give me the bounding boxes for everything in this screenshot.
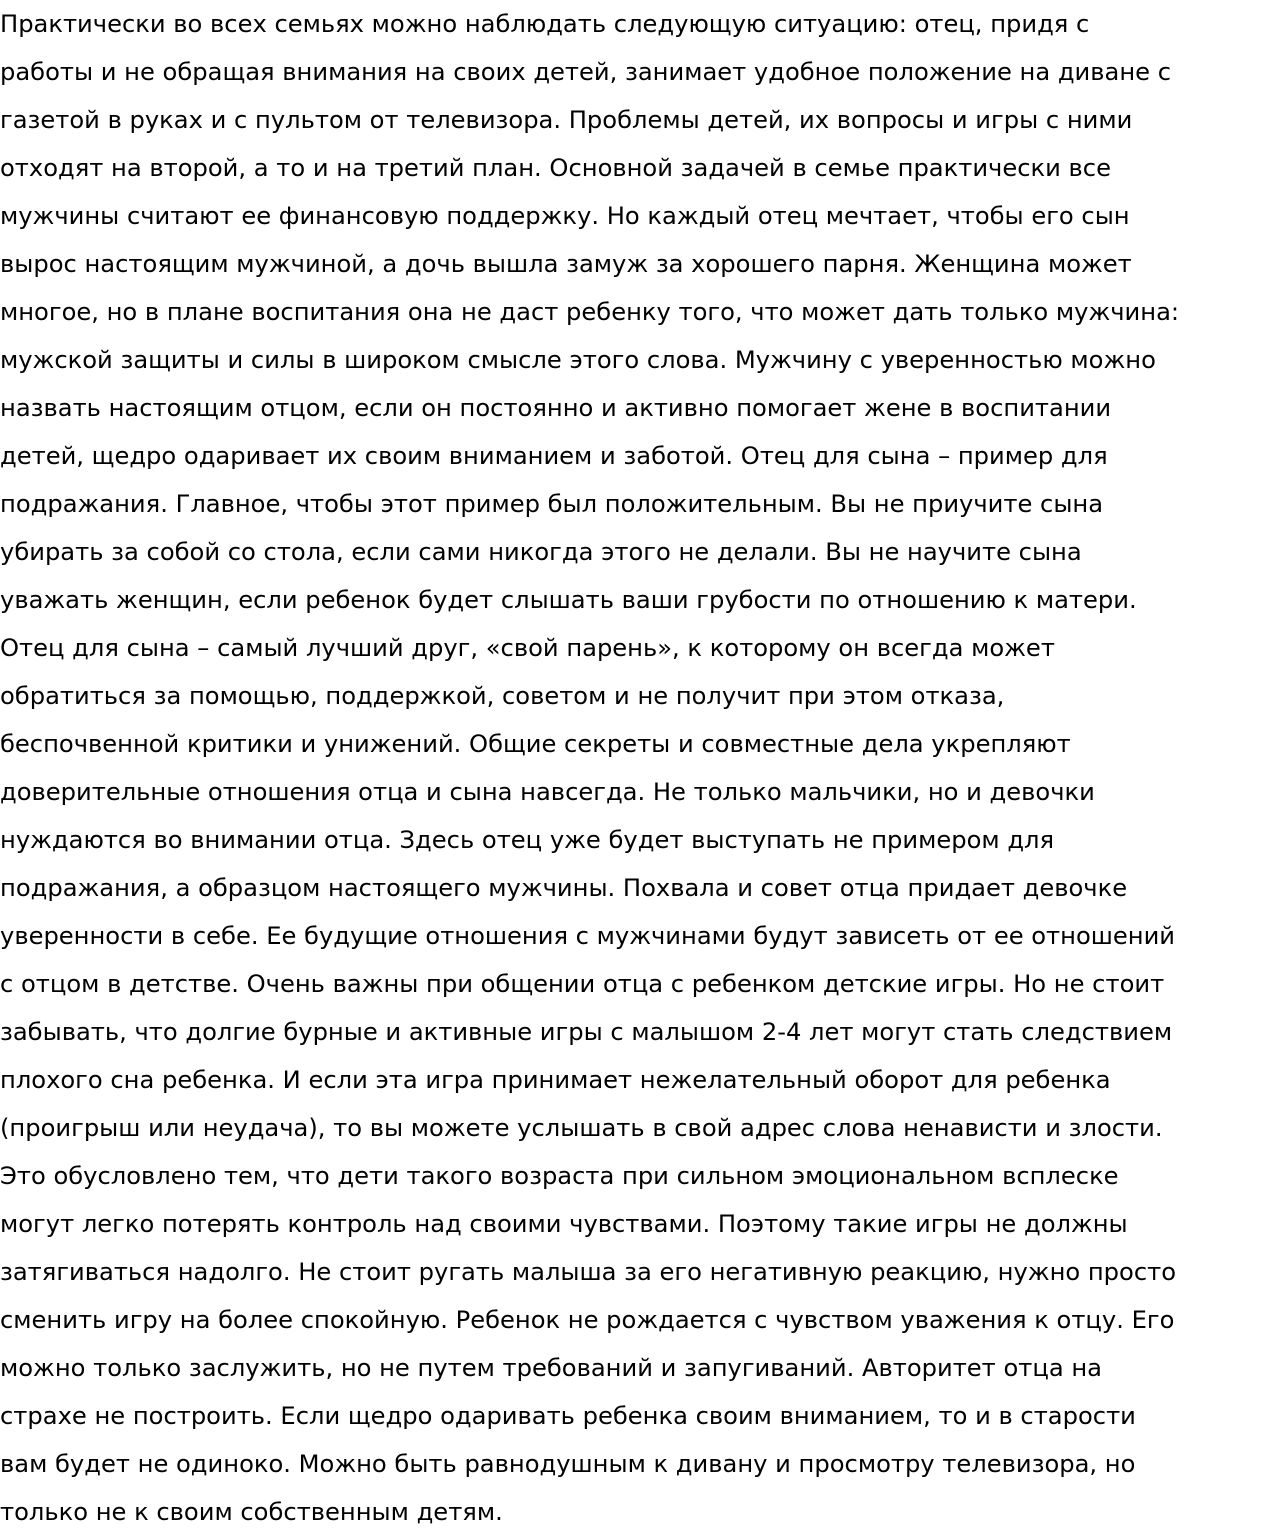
text-line-29: можно только заслужить, но не путем требований и запугиваний. Авторитет отца на xyxy=(0,1354,1102,1382)
text-line-18: нуждаются во внимании отца. Здесь отец уже будет выступать не примером для xyxy=(0,826,1055,854)
text-line-22: забывать, что долгие бурные и активные игры с малышом 2-4 лет могут стать следствием xyxy=(0,1018,1173,1046)
text-line-14: Отец для сына – самый лучший друг, «свой парень», к которому он всегда может xyxy=(0,634,1055,662)
text-line-17: доверительные отношения отца и сына навсегда. Не только мальчики, но и девочки xyxy=(0,778,1095,806)
text-line-23: плохого сна ребенка. И если эта игра принимает нежелательный оборот для ребенка xyxy=(0,1066,1111,1094)
text-line-32: только не к своим собственным детям. xyxy=(0,1498,503,1526)
text-line-19: подражания, а образцом настоящего мужчины. Похвала и совет отца придает девочке xyxy=(0,874,1128,902)
text-line-9: назвать настоящим отцом, если он постоянно и активно помогает жене в воспитании xyxy=(0,394,1112,422)
text-line-2: работы и не обращая внимания на своих детей, занимает удобное положение на диване с xyxy=(0,58,1172,86)
text-line-13: уважать женщин, если ребенок будет слышать ваши грубости по отношению к матери. xyxy=(0,586,1137,614)
text-line-10: детей, щедро одаривает их своим вниманием и заботой. Отец для сына – пример для xyxy=(0,442,1108,470)
text-line-26: могут легко потерять контроль над своими чувствами. Поэтому такие игры не должны xyxy=(0,1210,1128,1238)
text-line-27: затягиваться надолго. Не стоит ругать малыша за его негативную реакцию, нужно просто xyxy=(0,1258,1177,1286)
text-line-20: уверенности в себе. Ее будущие отношения с мужчинами будут зависеть от ее отношений xyxy=(0,922,1176,950)
text-line-6: вырос настоящим мужчиной, а дочь вышла замуж за хорошего парня. Женщина может xyxy=(0,250,1132,278)
text-line-7: многое, но в плане воспитания она не даст ребенку того, что может дать только мужчина: xyxy=(0,298,1180,326)
text-line-31: вам будет не одиноко. Можно быть равнодушным к дивану и просмотру телевизора, но xyxy=(0,1450,1136,1478)
text-line-28: сменить игру на более спокойную. Ребенок не рождается с чувством уважения к отцу. Его xyxy=(0,1306,1175,1334)
text-line-4: отходят на второй, а то и на третий план. Основной задачей в семье практически все xyxy=(0,154,1111,182)
text-line-15: обратиться за помощью, поддержкой, советом и не получит при этом отказа, xyxy=(0,682,1005,710)
text-line-24: (проигрыш или неудача), то вы можете услышать в свой адрес слова ненависти и злости. xyxy=(0,1114,1163,1142)
text-line-5: мужчины считают ее финансовую поддержку. Но каждый отец мечтает, чтобы его сын xyxy=(0,202,1130,230)
text-line-8: мужской защиты и силы в широком смысле этого слова. Мужчину с уверенностью можно xyxy=(0,346,1156,374)
text-line-25: Это обусловлено тем, что дети такого возраста при сильном эмоциональном всплеске xyxy=(0,1162,1119,1190)
text-line-12: убирать за собой со стола, если сами никогда этого не делали. Вы не научите сына xyxy=(0,538,1082,566)
text-line-21: с отцом в детстве. Очень важны при общении отца с ребенком детские игры. Но не стоит xyxy=(0,970,1165,998)
text-line-11: подражания. Главное, чтобы этот пример был положительным. Вы не приучите сына xyxy=(0,490,1104,518)
text-line-1: Практически во всех семьях можно наблюдать следующую ситуацию: отец, придя с xyxy=(0,10,1090,38)
text-line-16: беспочвенной критики и унижений. Общие секреты и совместные дела укрепляют xyxy=(0,730,1071,758)
text-line-30: страхе не построить. Если щедро одаривать ребенка своим вниманием, то и в старости xyxy=(0,1402,1136,1430)
text-line-3: газетой в руках и с пультом от телевизора. Проблемы детей, их вопросы и игры с ними xyxy=(0,106,1133,134)
